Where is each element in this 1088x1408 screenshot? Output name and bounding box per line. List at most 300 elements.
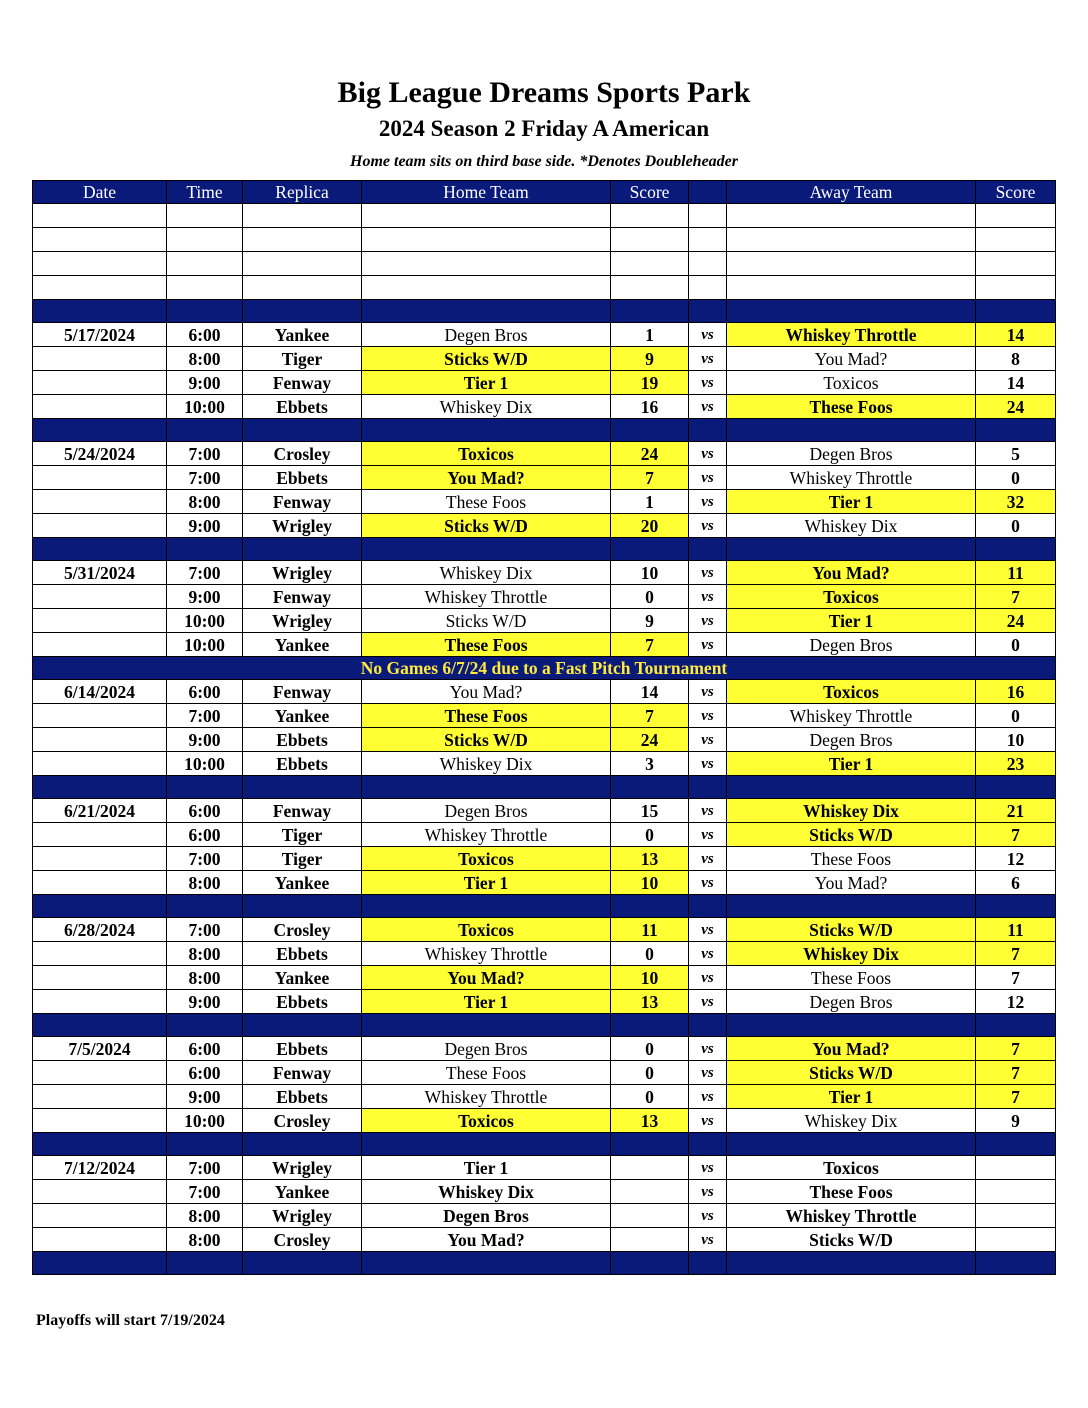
vs-label: vs <box>689 466 727 490</box>
game-field: Ebbets <box>243 1085 362 1109</box>
game-field: Fenway <box>243 680 362 704</box>
empty-cell <box>167 228 243 252</box>
empty-cell <box>689 204 727 228</box>
game-field: Ebbets <box>243 752 362 776</box>
separator-cell <box>689 1133 727 1156</box>
game-date <box>33 514 167 538</box>
home-score: 9 <box>611 609 689 633</box>
game-field: Ebbets <box>243 466 362 490</box>
game-date: 5/31/2024 <box>33 561 167 585</box>
game-date <box>33 585 167 609</box>
home-score: 9 <box>611 347 689 371</box>
separator-cell <box>611 1133 689 1156</box>
no-games-notice: No Games 6/7/24 due to a Fast Pitch Tournament <box>33 657 1056 680</box>
game-time: 7:00 <box>167 466 243 490</box>
away-score: 11 <box>976 918 1056 942</box>
away-score: 0 <box>976 514 1056 538</box>
game-row <box>33 371 1056 395</box>
separator-cell <box>611 895 689 918</box>
away-score: 7 <box>976 1085 1056 1109</box>
game-field: Ebbets <box>243 1037 362 1061</box>
separator-cell <box>33 1133 167 1156</box>
game-field: Yankee <box>243 633 362 657</box>
game-date: 7/12/2024 <box>33 1156 167 1180</box>
home-score: 24 <box>611 442 689 466</box>
game-field: Wrigley <box>243 514 362 538</box>
home-score: 0 <box>611 823 689 847</box>
home-score: 3 <box>611 752 689 776</box>
away-score: 21 <box>976 799 1056 823</box>
separator-cell <box>362 1014 611 1037</box>
game-row <box>33 799 1056 823</box>
separator-cell <box>362 1133 611 1156</box>
separator-row <box>33 895 1056 918</box>
game-field: Yankee <box>243 323 362 347</box>
col-vs <box>689 181 727 204</box>
game-time: 7:00 <box>167 918 243 942</box>
empty-cell <box>33 276 167 300</box>
empty-cell <box>362 228 611 252</box>
blank-row <box>33 252 1056 276</box>
separator-cell <box>976 895 1056 918</box>
game-row <box>33 1061 1056 1085</box>
away-team: Toxicos <box>727 1156 976 1180</box>
separator-cell <box>167 1014 243 1037</box>
separator-row <box>33 1014 1056 1037</box>
vs-label: vs <box>689 823 727 847</box>
empty-cell <box>727 252 976 276</box>
game-row <box>33 752 1056 776</box>
away-team: Whiskey Throttle <box>727 704 976 728</box>
col-time: Time <box>167 181 243 204</box>
game-row <box>33 680 1056 704</box>
game-row <box>33 704 1056 728</box>
away-score: 23 <box>976 752 1056 776</box>
away-team: Toxicos <box>727 680 976 704</box>
away-team: Tier 1 <box>727 1085 976 1109</box>
separator-cell <box>243 1133 362 1156</box>
game-field: Crosley <box>243 918 362 942</box>
game-date: 6/21/2024 <box>33 799 167 823</box>
game-date <box>33 942 167 966</box>
home-team: You Mad? <box>362 1228 611 1252</box>
home-score: 0 <box>611 1061 689 1085</box>
game-field: Tiger <box>243 847 362 871</box>
game-time: 7:00 <box>167 847 243 871</box>
game-row <box>33 585 1056 609</box>
home-team: Degen Bros <box>362 323 611 347</box>
game-time: 10:00 <box>167 633 243 657</box>
game-time: 7:00 <box>167 442 243 466</box>
away-score: 0 <box>976 704 1056 728</box>
away-team: Sticks W/D <box>727 918 976 942</box>
game-date <box>33 1109 167 1133</box>
vs-label: vs <box>689 1109 727 1133</box>
home-team: These Foos <box>362 1061 611 1085</box>
home-score <box>611 1180 689 1204</box>
home-team: Whiskey Throttle <box>362 942 611 966</box>
game-field: Tiger <box>243 347 362 371</box>
vs-label: vs <box>689 442 727 466</box>
game-time: 8:00 <box>167 966 243 990</box>
home-team: Whiskey Dix <box>362 752 611 776</box>
separator-cell <box>362 895 611 918</box>
home-score: 19 <box>611 371 689 395</box>
game-date <box>33 990 167 1014</box>
game-field: Ebbets <box>243 990 362 1014</box>
vs-label: vs <box>689 847 727 871</box>
game-time: 10:00 <box>167 1109 243 1133</box>
game-time: 8:00 <box>167 871 243 895</box>
empty-cell <box>243 252 362 276</box>
away-team: Whiskey Dix <box>727 799 976 823</box>
away-score: 32 <box>976 490 1056 514</box>
empty-cell <box>611 252 689 276</box>
col-away-team: Away Team <box>727 181 976 204</box>
game-date: 5/24/2024 <box>33 442 167 466</box>
home-team: Sticks W/D <box>362 514 611 538</box>
home-score: 1 <box>611 323 689 347</box>
empty-cell <box>727 204 976 228</box>
empty-cell <box>727 228 976 252</box>
notice-row <box>33 657 1056 680</box>
game-date <box>33 1061 167 1085</box>
empty-cell <box>976 252 1056 276</box>
home-team: Tier 1 <box>362 1156 611 1180</box>
away-team: Degen Bros <box>727 633 976 657</box>
away-score: 24 <box>976 395 1056 419</box>
blank-row <box>33 204 1056 228</box>
schedule-note: Home team sits on third base side. *Denotes Doubleheader <box>350 153 738 170</box>
empty-cell <box>243 228 362 252</box>
vs-label: vs <box>689 799 727 823</box>
game-field: Crosley <box>243 1109 362 1133</box>
vs-label: vs <box>689 990 727 1014</box>
game-date <box>33 1180 167 1204</box>
game-row <box>33 823 1056 847</box>
home-team: Toxicos <box>362 847 611 871</box>
away-score: 7 <box>976 823 1056 847</box>
empty-cell <box>167 276 243 300</box>
separator-cell <box>727 895 976 918</box>
separator-cell <box>362 419 611 442</box>
empty-cell <box>611 204 689 228</box>
empty-cell <box>611 228 689 252</box>
home-score: 11 <box>611 918 689 942</box>
separator-cell <box>976 538 1056 561</box>
empty-cell <box>611 276 689 300</box>
vs-label: vs <box>689 490 727 514</box>
away-team: Tier 1 <box>727 490 976 514</box>
vs-label: vs <box>689 633 727 657</box>
game-field: Fenway <box>243 1061 362 1085</box>
empty-cell <box>33 228 167 252</box>
game-date <box>33 1204 167 1228</box>
col-away-score: Score <box>976 181 1056 204</box>
home-score <box>611 1228 689 1252</box>
separator-cell <box>362 538 611 561</box>
away-team: These Foos <box>727 966 976 990</box>
game-time: 8:00 <box>167 1204 243 1228</box>
game-row <box>33 1204 1056 1228</box>
game-field: Wrigley <box>243 561 362 585</box>
game-row <box>33 1228 1056 1252</box>
game-row <box>33 1109 1056 1133</box>
home-score: 0 <box>611 942 689 966</box>
separator-cell <box>689 776 727 799</box>
empty-cell <box>33 204 167 228</box>
vs-label: vs <box>689 966 727 990</box>
separator-cell <box>976 300 1056 323</box>
separator-cell <box>167 1133 243 1156</box>
empty-cell <box>362 252 611 276</box>
separator-cell <box>611 300 689 323</box>
home-score: 13 <box>611 1109 689 1133</box>
separator-row <box>33 419 1056 442</box>
game-time: 10:00 <box>167 752 243 776</box>
away-score: 10 <box>976 728 1056 752</box>
game-date <box>33 633 167 657</box>
blank-row <box>33 228 1056 252</box>
game-time: 9:00 <box>167 1085 243 1109</box>
away-score <box>976 1204 1056 1228</box>
game-row <box>33 990 1056 1014</box>
game-row <box>33 728 1056 752</box>
empty-cell <box>727 276 976 300</box>
home-team: Tier 1 <box>362 990 611 1014</box>
vs-label: vs <box>689 1204 727 1228</box>
away-score: 5 <box>976 442 1056 466</box>
empty-cell <box>689 228 727 252</box>
home-team: Sticks W/D <box>362 347 611 371</box>
vs-label: vs <box>689 585 727 609</box>
separator-cell <box>33 538 167 561</box>
separator-cell <box>689 538 727 561</box>
separator-cell <box>167 419 243 442</box>
game-row <box>33 1156 1056 1180</box>
game-row <box>33 609 1056 633</box>
away-score: 0 <box>976 633 1056 657</box>
away-team: Degen Bros <box>727 728 976 752</box>
empty-cell <box>167 252 243 276</box>
separator-cell <box>362 776 611 799</box>
home-score: 15 <box>611 799 689 823</box>
home-team: Tier 1 <box>362 371 611 395</box>
game-row <box>33 942 1056 966</box>
away-score: 14 <box>976 371 1056 395</box>
game-date <box>33 609 167 633</box>
vs-label: vs <box>689 918 727 942</box>
game-date <box>33 966 167 990</box>
separator-cell <box>611 419 689 442</box>
game-row <box>33 633 1056 657</box>
game-field: Crosley <box>243 442 362 466</box>
vs-label: vs <box>689 561 727 585</box>
away-team: Toxicos <box>727 585 976 609</box>
game-date <box>33 347 167 371</box>
home-score: 7 <box>611 633 689 657</box>
game-row <box>33 847 1056 871</box>
vs-label: vs <box>689 704 727 728</box>
away-team: Whiskey Throttle <box>727 1204 976 1228</box>
home-team: Tier 1 <box>362 871 611 895</box>
game-row <box>33 1085 1056 1109</box>
away-team: Sticks W/D <box>727 1228 976 1252</box>
separator-cell <box>611 776 689 799</box>
game-date <box>33 1085 167 1109</box>
separator-cell <box>689 1014 727 1037</box>
separator-cell <box>33 419 167 442</box>
away-team: These Foos <box>727 395 976 419</box>
separator-cell <box>689 300 727 323</box>
game-time: 9:00 <box>167 990 243 1014</box>
home-score: 0 <box>611 1085 689 1109</box>
vs-label: vs <box>689 371 727 395</box>
game-row <box>33 395 1056 419</box>
blank-row <box>33 276 1056 300</box>
game-row <box>33 1037 1056 1061</box>
home-score: 7 <box>611 704 689 728</box>
away-score: 16 <box>976 680 1056 704</box>
away-team: Whiskey Dix <box>727 942 976 966</box>
away-team: Whiskey Dix <box>727 1109 976 1133</box>
home-score: 24 <box>611 728 689 752</box>
home-team: These Foos <box>362 490 611 514</box>
away-team: Sticks W/D <box>727 823 976 847</box>
separator-cell <box>167 300 243 323</box>
game-field: Crosley <box>243 1228 362 1252</box>
away-score: 8 <box>976 347 1056 371</box>
away-score: 24 <box>976 609 1056 633</box>
game-field: Ebbets <box>243 395 362 419</box>
vs-label: vs <box>689 1156 727 1180</box>
away-team: Whiskey Dix <box>727 514 976 538</box>
game-row <box>33 966 1056 990</box>
game-time: 6:00 <box>167 323 243 347</box>
separator-cell <box>243 776 362 799</box>
away-score: 7 <box>976 966 1056 990</box>
game-time: 10:00 <box>167 609 243 633</box>
away-score: 7 <box>976 1037 1056 1061</box>
separator-row <box>33 1133 1056 1156</box>
game-date: 5/17/2024 <box>33 323 167 347</box>
separator-cell <box>727 1252 976 1275</box>
away-team: Degen Bros <box>727 990 976 1014</box>
home-score: 13 <box>611 847 689 871</box>
game-time: 7:00 <box>167 561 243 585</box>
schedule-table <box>32 180 1056 1275</box>
empty-cell <box>689 252 727 276</box>
game-date <box>33 490 167 514</box>
game-field: Ebbets <box>243 728 362 752</box>
home-score: 13 <box>611 990 689 1014</box>
col-date: Date <box>33 181 167 204</box>
home-score: 10 <box>611 561 689 585</box>
home-score: 16 <box>611 395 689 419</box>
away-score: 12 <box>976 990 1056 1014</box>
home-team: Whiskey Dix <box>362 395 611 419</box>
empty-cell <box>976 228 1056 252</box>
game-time: 8:00 <box>167 1228 243 1252</box>
separator-cell <box>727 419 976 442</box>
game-row <box>33 442 1056 466</box>
separator-cell <box>243 895 362 918</box>
home-team: You Mad? <box>362 680 611 704</box>
game-date <box>33 704 167 728</box>
separator-cell <box>243 1014 362 1037</box>
game-time: 8:00 <box>167 942 243 966</box>
game-time: 6:00 <box>167 799 243 823</box>
home-team: Whiskey Dix <box>362 1180 611 1204</box>
game-time: 7:00 <box>167 1180 243 1204</box>
home-score: 1 <box>611 490 689 514</box>
game-row <box>33 347 1056 371</box>
game-time: 8:00 <box>167 490 243 514</box>
game-date <box>33 1228 167 1252</box>
home-team: Degen Bros <box>362 1204 611 1228</box>
game-date <box>33 466 167 490</box>
home-team: Toxicos <box>362 442 611 466</box>
vs-label: vs <box>689 680 727 704</box>
separator-cell <box>611 1252 689 1275</box>
away-score: 0 <box>976 466 1056 490</box>
home-score: 10 <box>611 871 689 895</box>
vs-label: vs <box>689 347 727 371</box>
separator-cell <box>689 1252 727 1275</box>
game-date <box>33 823 167 847</box>
home-team: Degen Bros <box>362 1037 611 1061</box>
away-score: 9 <box>976 1109 1056 1133</box>
empty-cell <box>689 276 727 300</box>
vs-label: vs <box>689 323 727 347</box>
game-field: Wrigley <box>243 609 362 633</box>
home-score: 20 <box>611 514 689 538</box>
game-date <box>33 752 167 776</box>
game-field: Yankee <box>243 704 362 728</box>
home-team: These Foos <box>362 633 611 657</box>
game-field: Yankee <box>243 871 362 895</box>
separator-cell <box>727 776 976 799</box>
game-time: 6:00 <box>167 1037 243 1061</box>
separator-cell <box>33 1252 167 1275</box>
vs-label: vs <box>689 609 727 633</box>
header-row <box>33 181 1056 204</box>
separator-cell <box>167 1252 243 1275</box>
empty-cell <box>243 204 362 228</box>
home-team: Toxicos <box>362 1109 611 1133</box>
game-field: Fenway <box>243 799 362 823</box>
separator-cell <box>243 300 362 323</box>
home-team: Toxicos <box>362 918 611 942</box>
game-row <box>33 490 1056 514</box>
col-home-team: Home Team <box>362 181 611 204</box>
away-score: 7 <box>976 1061 1056 1085</box>
home-team: Whiskey Dix <box>362 561 611 585</box>
vs-label: vs <box>689 752 727 776</box>
game-date <box>33 395 167 419</box>
empty-cell <box>362 276 611 300</box>
away-team: Tier 1 <box>727 752 976 776</box>
empty-cell <box>243 276 362 300</box>
game-time: 7:00 <box>167 704 243 728</box>
game-date <box>33 371 167 395</box>
away-score: 11 <box>976 561 1056 585</box>
game-row <box>33 466 1056 490</box>
vs-label: vs <box>689 728 727 752</box>
separator-cell <box>976 1252 1056 1275</box>
away-score <box>976 1228 1056 1252</box>
separator-cell <box>167 538 243 561</box>
